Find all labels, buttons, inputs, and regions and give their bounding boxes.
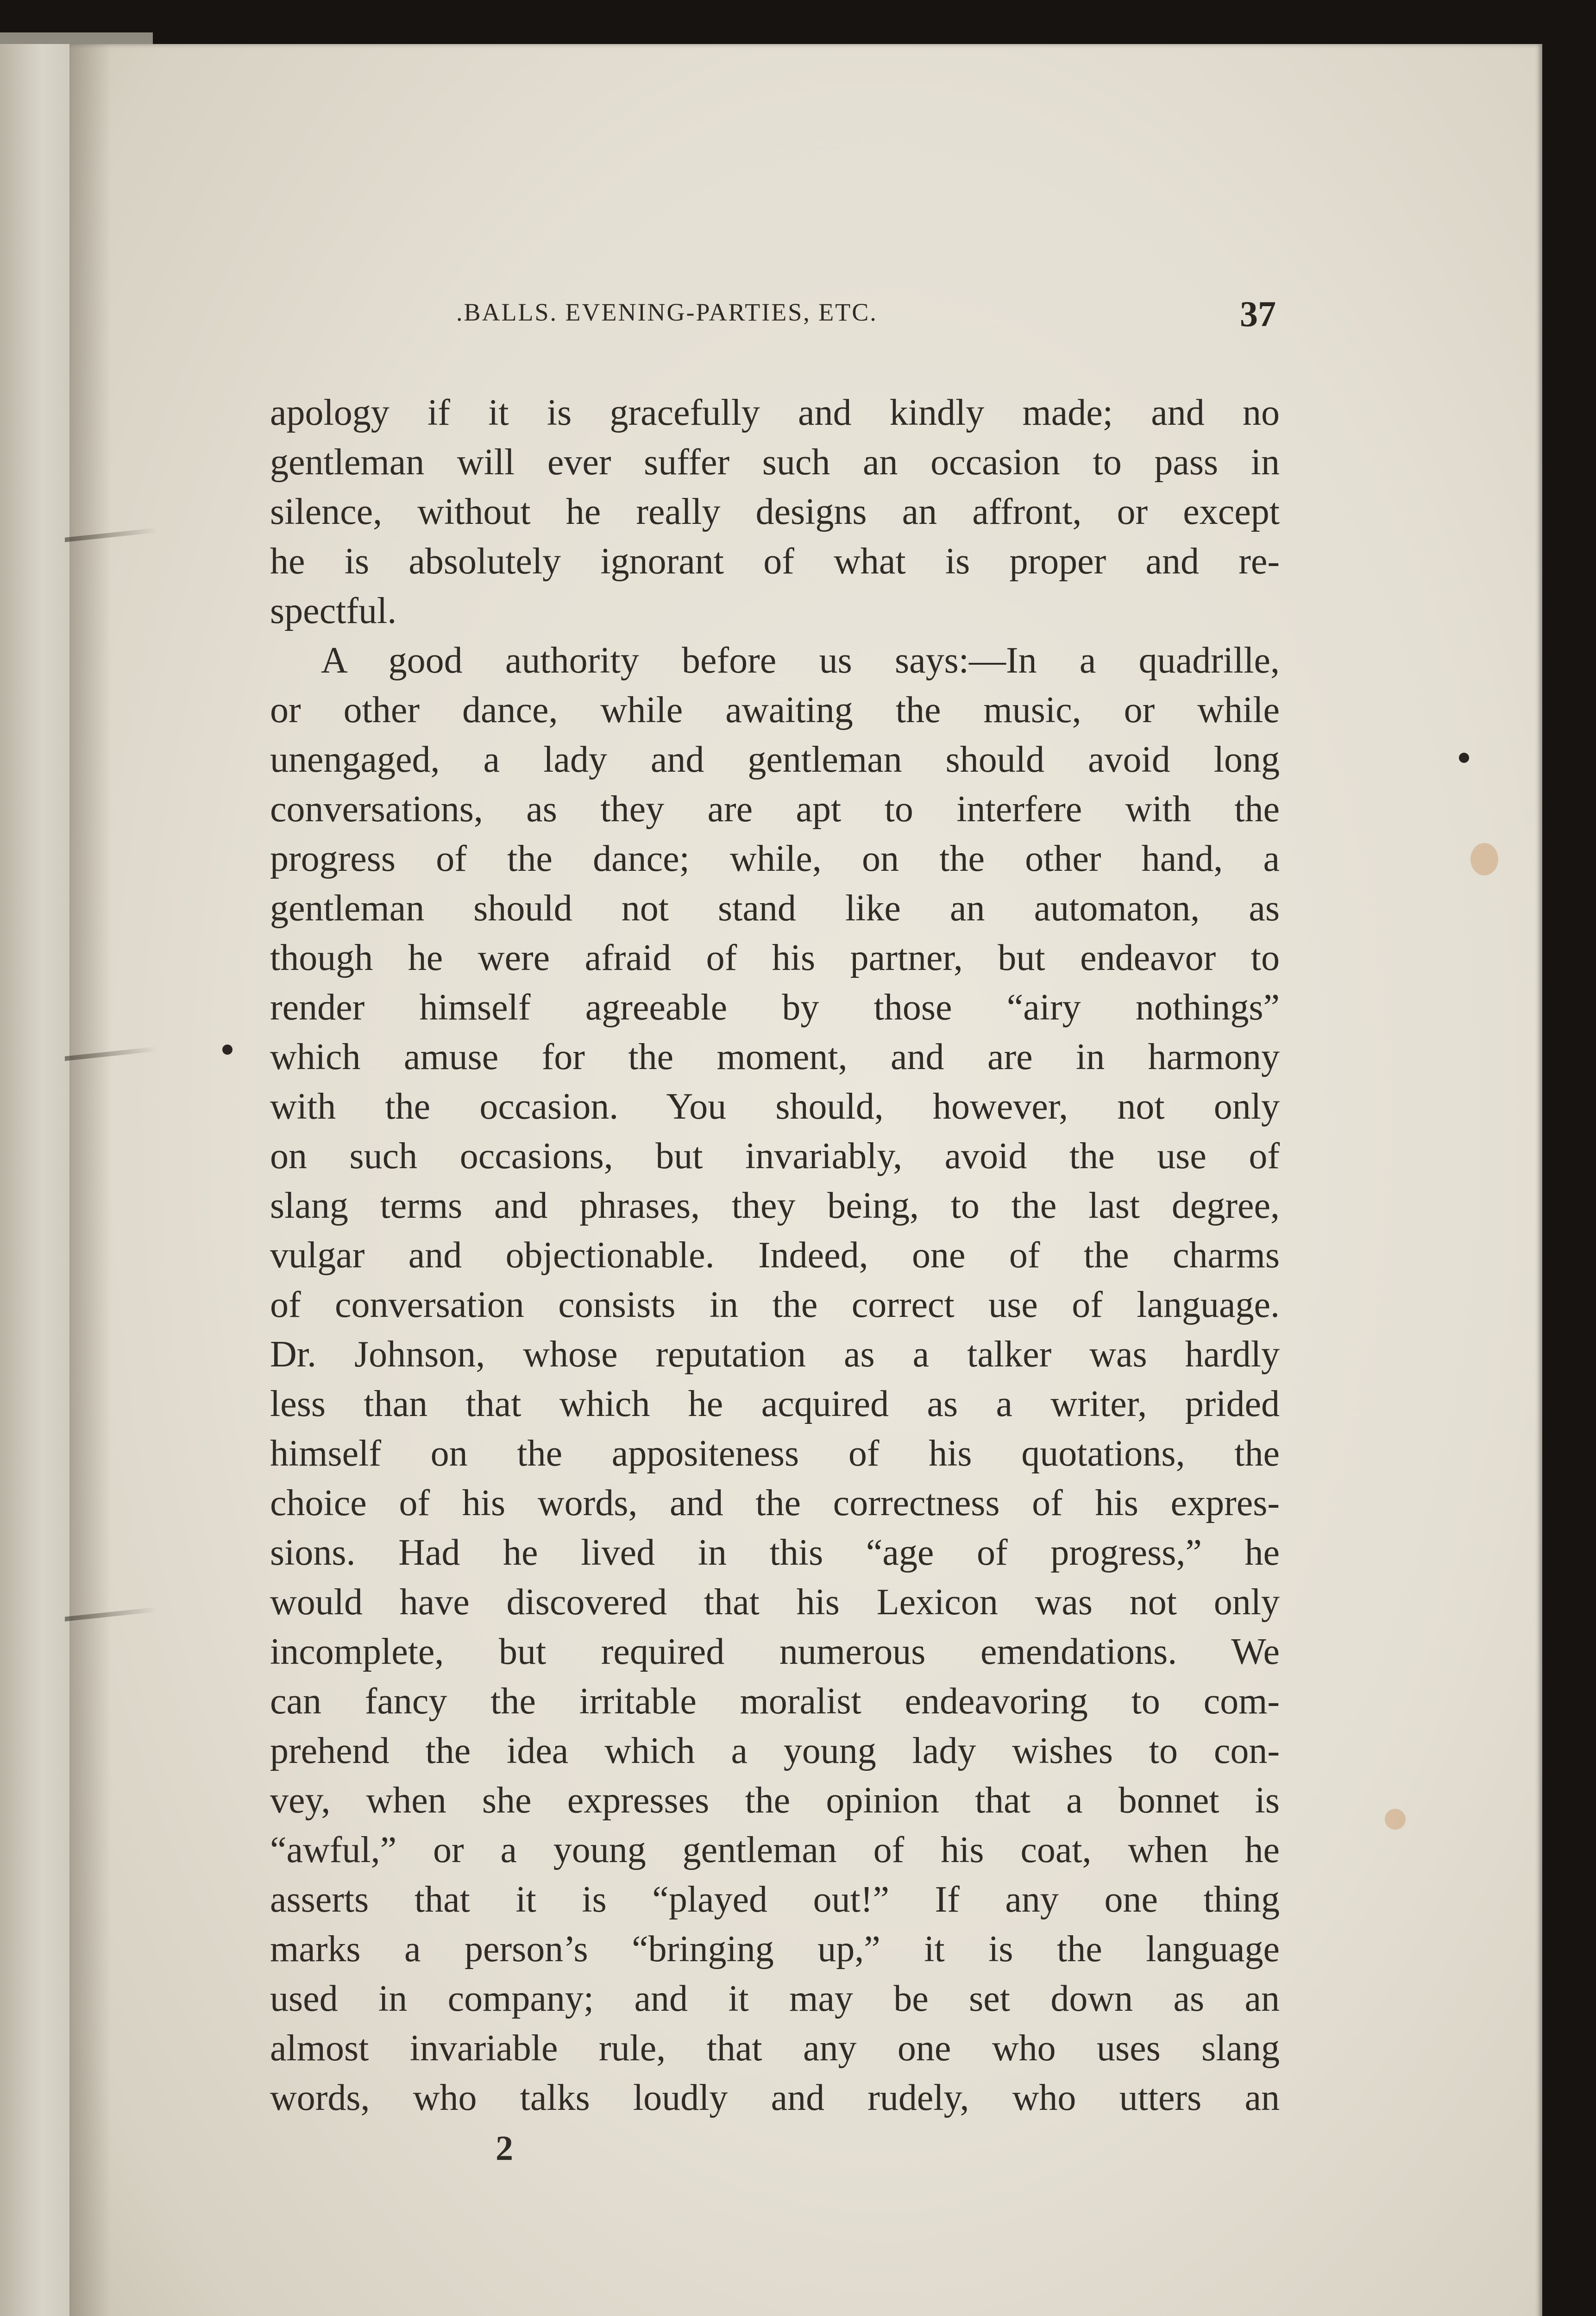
text-line: used in company; and it may be set down as an — [270, 1978, 1280, 2019]
text-line: almost invariable rule, that any one who uses slang — [270, 2028, 1280, 2069]
text-line: progress of the dance; while, on the other hand, a — [270, 838, 1280, 879]
text-line: spectful. — [270, 591, 397, 631]
text-line: himself on the appositeness of his quotations, the — [270, 1433, 1280, 1474]
text-line: A good authority before us says:—In a quadrille, — [321, 640, 1280, 681]
text-line: gentleman will ever suffer such an occasion to pass in — [270, 442, 1280, 483]
text-line: asserts that it is “played out!” If any one thing — [270, 1879, 1280, 1920]
text-line: conversations, as they are apt to interfere with the — [270, 789, 1280, 830]
text-line: he is absolutely ignorant of what is proper and re- — [270, 541, 1280, 582]
page-gutter-shadow — [69, 44, 111, 2316]
text-line: of conversation consists in the correct use of language. — [270, 1284, 1280, 1325]
ink-speck — [222, 1045, 232, 1055]
text-line: unengaged, a lady and gentleman should avoid long — [270, 739, 1280, 780]
running-head: .BALLS. EVENING-PARTIES, ETC. — [456, 298, 878, 326]
page-header — [456, 293, 1276, 335]
text-line: “awful,” or a young gentleman of his coat, when he — [270, 1830, 1280, 1870]
ink-speck — [1459, 753, 1469, 763]
text-line: apology if it is gracefully and kindly made; and no — [270, 392, 1280, 433]
text-line: marks a person’s “bringing up,” it is the language — [270, 1929, 1280, 1970]
page-number: 37 — [1240, 294, 1276, 334]
text-line: vulgar and objectionable. Indeed, one of the charms — [270, 1235, 1280, 1276]
text-line: which amuse for the moment, and are in harmony — [270, 1037, 1280, 1077]
foxing-spot — [1470, 843, 1498, 875]
body-text — [270, 388, 1280, 2123]
text-line: Dr. Johnson, whose reputation as a talker was hardly — [270, 1334, 1280, 1375]
text-line: or other dance, while awaiting the music, or while — [270, 690, 1280, 730]
text-line: sions. Had he lived in this “age of progress,” he — [270, 1532, 1280, 1573]
text-line: render himself agreeable by those “airy nothings” — [270, 987, 1280, 1028]
text-line: less than that which he acquired as a writer, prided — [270, 1384, 1280, 1424]
text-line: gentleman should not stand like an automaton, as — [270, 888, 1280, 929]
text-line: incomplete, but required numerous emendations. We — [270, 1631, 1280, 1672]
foxing-spot — [1385, 1809, 1406, 1830]
text-line: would have discovered that his Lexicon was not only — [270, 1582, 1280, 1623]
text-line: on such occasions, but invariably, avoid the use of — [270, 1136, 1280, 1177]
text-line: with the occasion. You should, however, not only — [270, 1086, 1280, 1127]
text-line: choice of his words, and the correctness of his expres- — [270, 1483, 1280, 1523]
signature-mark: 2 — [496, 2129, 513, 2168]
text-line: prehend the idea which a young lady wishes to con- — [270, 1731, 1280, 1771]
text-line: silence, without he really designs an affront, or except — [270, 491, 1280, 532]
text-line: though he were afraid of his partner, but endeavor to — [270, 938, 1280, 978]
text-line: slang terms and phrases, they being, to the last degree, — [270, 1185, 1280, 1226]
text-line: vey, when she expresses the opinion that a bonnet is — [270, 1780, 1280, 1821]
text-line: can fancy the irritable moralist endeavoring to com- — [270, 1681, 1280, 1722]
text-line: words, who talks loudly and rudely, who utters an — [270, 2077, 1280, 2118]
